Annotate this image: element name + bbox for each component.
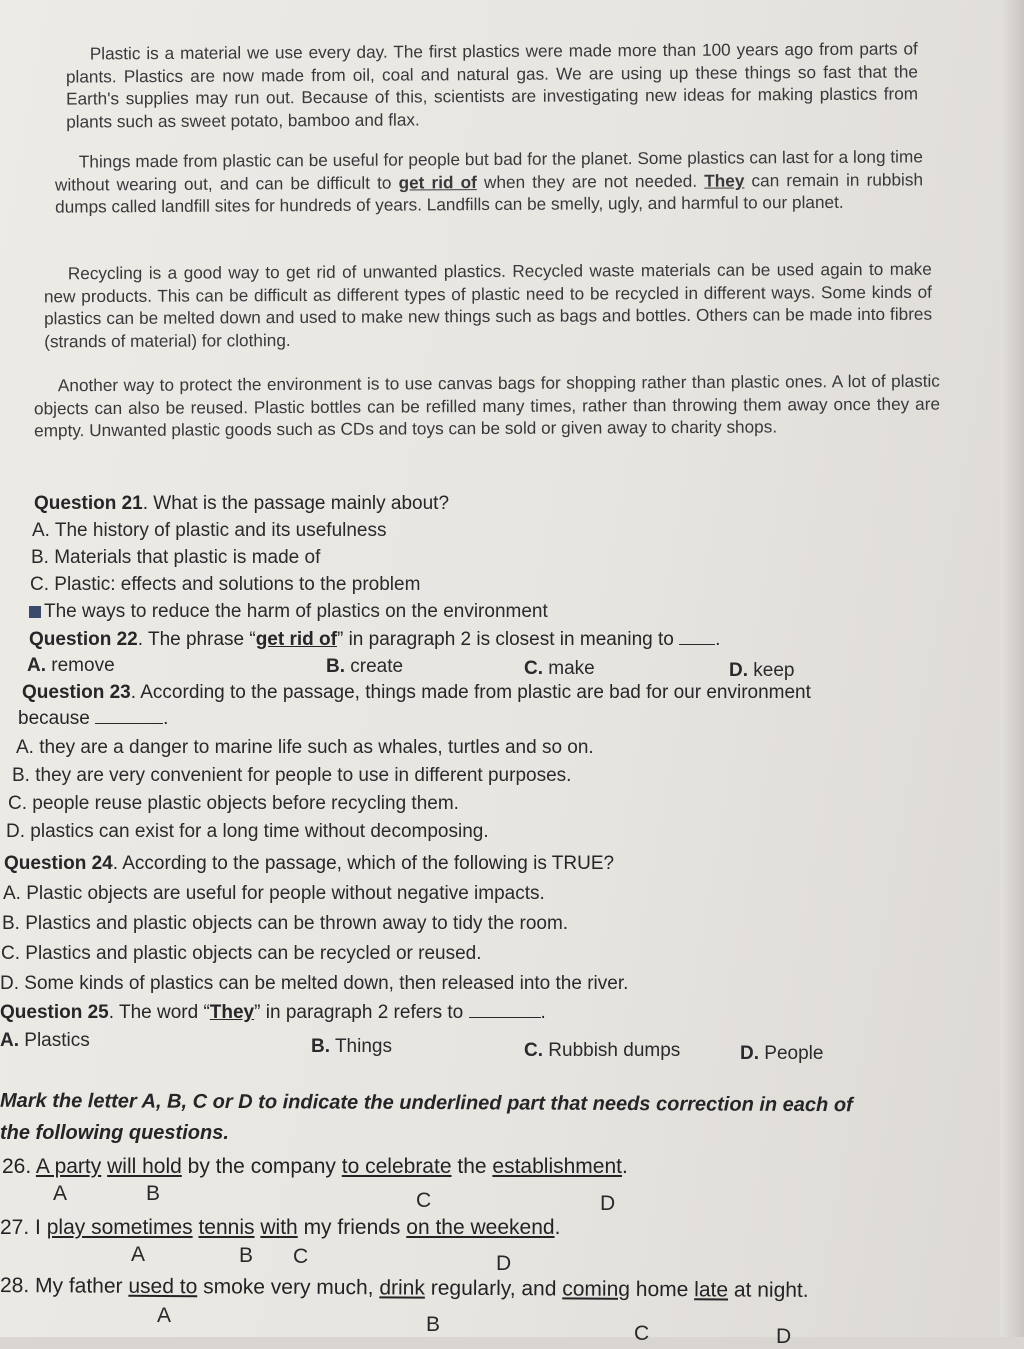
question-21 (34, 492, 449, 516)
question-22 (29, 628, 720, 652)
question-25-text-b: ” in paragraph 2 refers to (254, 1002, 464, 1023)
q28-label-b: B (426, 1313, 441, 1336)
q27-text: my friends (303, 1216, 401, 1239)
q22-option-b[interactable]: B. create (326, 656, 404, 677)
q27-part-b[interactable]: tennis (198, 1216, 255, 1239)
q28-label-d: D (776, 1325, 792, 1348)
q28-text-c: regularly, and (430, 1276, 557, 1301)
q25-option-a-text: Plastics (24, 1030, 90, 1051)
question-24 (4, 852, 614, 876)
q28-part-d[interactable]: late (694, 1278, 729, 1302)
q28-text-e: at night. (733, 1278, 809, 1302)
q26-part-d[interactable]: establishment (492, 1155, 622, 1178)
answer-blank (469, 1001, 541, 1018)
q28-label-a: A (157, 1304, 172, 1327)
q26-part-a[interactable]: A party (35, 1155, 102, 1178)
q26-label-d: D (600, 1192, 616, 1215)
q27-part-d[interactable]: on the weekend (406, 1216, 555, 1239)
question-25-end: . (540, 1002, 546, 1023)
q28-part-a[interactable]: used to (128, 1274, 198, 1299)
q25-option-c[interactable]: C. Rubbish dumps (524, 1040, 681, 1061)
answer-blank (679, 628, 715, 645)
q24-option-b[interactable]: B. Plastics and plastic objects can be thrown away to tidy the room. (2, 913, 569, 934)
paragraph-2 (55, 145, 923, 218)
q28-text-a: My father (34, 1274, 123, 1298)
question-22-number: Question 22 (29, 629, 138, 650)
q26-text: by the company (187, 1155, 336, 1178)
q25-option-a[interactable]: A. Plastics (0, 1030, 90, 1051)
q26-part-b[interactable]: will hold (107, 1155, 182, 1178)
q21-option-d-text: The ways to reduce the harm of plastics on the environment (44, 601, 548, 622)
question-25-word: They (209, 1002, 255, 1023)
underlined-word-they: They (704, 170, 745, 191)
q26-part-c[interactable]: to celebrate (341, 1155, 452, 1178)
q26-text-the: the (457, 1155, 487, 1178)
question-23-end: . (163, 708, 169, 729)
underlined-phrase-get-rid-of: get rid of (398, 171, 477, 193)
q28-label-c: C (634, 1322, 650, 1345)
question-22-text-a: . The phrase “ (137, 629, 256, 650)
paragraph-1-text: Plastic is a material we use every day. The first plastics were made more than 100 years ago from parts of plants. Plastics are now made from oil, coal and natural gas. We are using up these things so fast that the Earth's supplies may run out. Because of this, scientists are investigating new ideas for making plastics from plants such as sweet potato, bamboo and flax. (65, 38, 919, 132)
q24-option-a[interactable]: A. Plastic objects are useful for people without negative impacts. (3, 883, 545, 904)
question-22-end: . (715, 629, 721, 650)
question-28-number: 28. (0, 1274, 30, 1298)
answer-blank (95, 707, 163, 724)
paragraph-1 (66, 37, 919, 133)
q21-option-a[interactable]: A. The history of plastic and its usefulness (32, 520, 387, 541)
q26-label-a: A (53, 1182, 68, 1205)
q25-option-d[interactable]: D. People (740, 1043, 824, 1064)
question-28 (0, 1273, 809, 1304)
question-23-line-2 (18, 707, 168, 731)
question-27 (0, 1215, 560, 1241)
instruction-line-1: Mark the letter A, B, C or D to indicate the underlined part that needs correction in each of (0, 1089, 853, 1117)
q23-option-b[interactable]: B. they are very convenient for people to use in different purposes. (12, 765, 572, 786)
q28-text-d: home (635, 1277, 689, 1302)
q22-option-c[interactable]: C. make (524, 658, 595, 679)
question-23-number: Question 23 (22, 682, 131, 703)
question-21-text: . What is the passage mainly about? (142, 493, 450, 514)
q27-part-a[interactable]: play sometimes (46, 1216, 193, 1239)
q22-option-a[interactable]: A. remove (27, 655, 115, 676)
paragraph-2-text-b: when they are not needed. (483, 170, 698, 192)
q25-option-b-text: Things (334, 1036, 392, 1057)
instruction-line-2: the following questions. (0, 1122, 229, 1144)
answer-mark-icon (29, 606, 41, 618)
q25-option-c-text: Rubbish dumps (548, 1040, 681, 1061)
q22-option-d-text: keep (753, 660, 795, 681)
q27-label-b: B (239, 1244, 254, 1267)
q23-option-c[interactable]: C. people reuse plastic objects before recycling them. (8, 793, 459, 814)
question-23-because: because (18, 708, 90, 729)
q28-part-c[interactable]: coming (562, 1277, 631, 1301)
q26-label-b: B (146, 1182, 161, 1205)
question-21-number: Question 21 (34, 493, 143, 514)
q26-label-c: C (416, 1189, 432, 1212)
question-25-text-a: . The word “ (108, 1002, 210, 1023)
q23-option-a[interactable]: A. they are a danger to marine life such as whales, turtles and so on. (16, 737, 594, 758)
question-26-number: 26. (2, 1155, 32, 1178)
q25-option-b[interactable]: B. Things (311, 1036, 392, 1057)
page-edge (1000, 0, 1024, 1337)
q22-option-a-text: remove (51, 655, 115, 676)
q27-label-d: D (496, 1252, 512, 1275)
q28-text-b: smoke very much, (203, 1275, 374, 1300)
paragraph-3-text: Recycling is a good way to get rid of unwanted plastics. Recycled waste materials can be used again to make new products. This can be difficult as different types of plastic need to be recycled in different ways. Some kinds of plastics can be melted down and used to make new things such as bags and bottles. Others can be made into fibres (strands of material) for clothing. (43, 258, 933, 352)
q27-period: . (554, 1216, 561, 1239)
question-26 (2, 1154, 628, 1180)
q22-option-b-text: create (350, 656, 404, 677)
question-23 (22, 681, 811, 705)
q24-option-d[interactable]: D. Some kinds of plastics can be melted down, then released into the river. (0, 973, 629, 994)
q27-text-i: I (35, 1216, 41, 1239)
q26-period: . (621, 1155, 628, 1178)
q22-option-c-text: make (548, 658, 595, 679)
question-23-text: . According to the passage, things made from plastic are bad for our environment (130, 682, 811, 703)
paragraph-3 (44, 258, 932, 353)
q27-label-c: C (293, 1245, 309, 1268)
paragraph-4-text: Another way to protect the environment is to use canvas bags for shopping rather than plastic ones. A lot of plastic objects can also be reused. Plastic bottles can be refilled many times, rather than throwing them away once they are empty. Unwanted plastic goods such as CDs and toys can be sold or given away to charity shops. (33, 370, 941, 441)
question-24-text: . According to the passage, which of the following is TRUE? (112, 853, 615, 874)
paragraph-4 (34, 370, 940, 443)
q28-part-b[interactable]: drink (379, 1276, 425, 1300)
paragraph-2-text-c: can remain in rubbish dumps called landfill sites for hundreds of years. Landfills can be smelly, ugly, and harmful to our planet. (55, 168, 924, 217)
question-22-text-b: ” in paragraph 2 is closest in meaning to (336, 629, 674, 650)
q21-option-c[interactable]: C. Plastic: effects and solutions to the problem (30, 574, 421, 595)
question-24-number: Question 24 (4, 853, 113, 874)
q27-part-c[interactable]: with (260, 1216, 298, 1239)
question-25-number: Question 25 (0, 1002, 109, 1023)
q23-option-d[interactable]: D. plastics can exist for a long time without decomposing. (6, 821, 489, 842)
q21-option-b[interactable]: B. Materials that plastic is made of (31, 547, 321, 568)
question-27-number: 27. (0, 1216, 30, 1239)
question-22-phrase: get rid of (255, 629, 337, 650)
q25-option-d-text: People (764, 1043, 824, 1064)
question-25 (0, 1001, 546, 1025)
q22-option-d[interactable]: D. keep (729, 660, 795, 681)
q21-option-d[interactable] (29, 600, 548, 624)
paragraph-2-text-a: Things made from plastic can be useful for people but bad for the planet. Some plastics can last for a long time without wearing out, and can be difficult to (54, 146, 923, 195)
q27-label-a: A (131, 1243, 146, 1266)
q24-option-c[interactable]: C. Plastics and plastic objects can be recycled or reused. (1, 943, 482, 964)
